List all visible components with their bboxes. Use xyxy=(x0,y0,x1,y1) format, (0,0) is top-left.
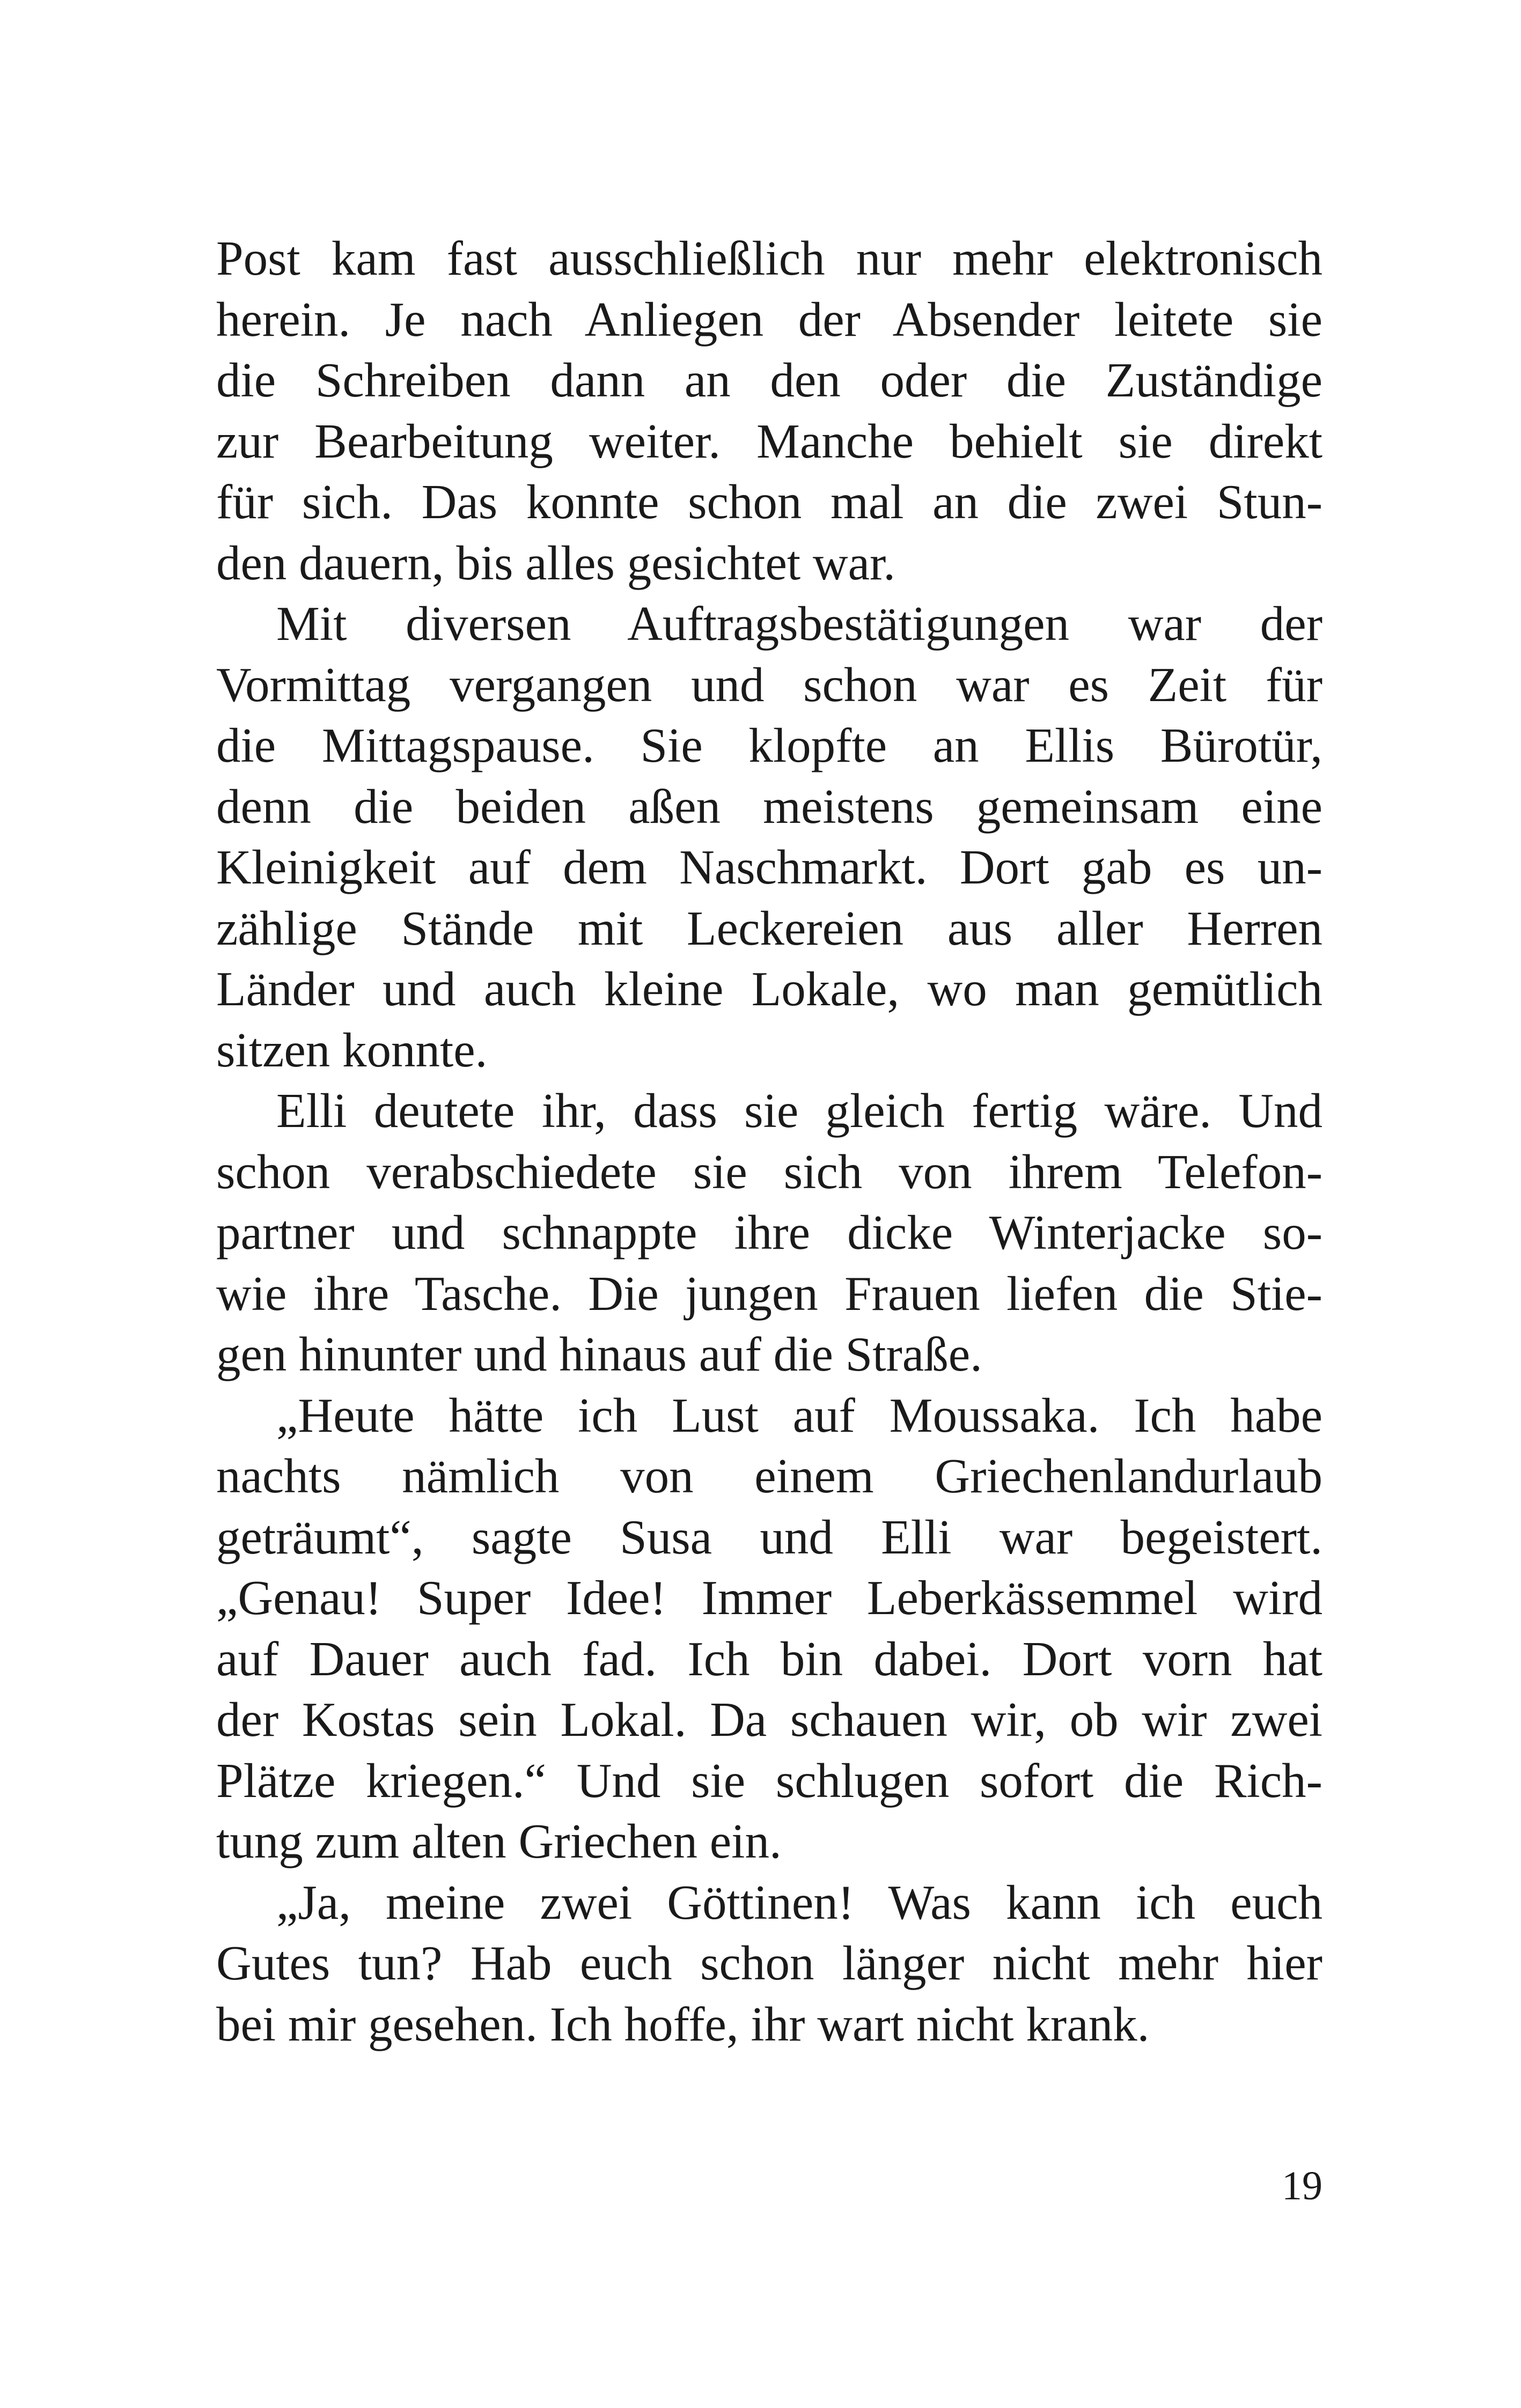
text-line: sitzen konnte. xyxy=(216,1022,488,1077)
text-line: Elli deutete ihr, dass sie gleich fertig wäre. Und xyxy=(276,1084,1322,1138)
text-line: gen hinunter und hinaus auf die Straße. xyxy=(216,1327,982,1381)
text-line: Post kam fast ausschließlich nur mehr elektronisch xyxy=(216,231,1322,285)
text-line: denn die beiden aßen meistens gemeinsam eine xyxy=(216,779,1322,834)
body-text xyxy=(216,228,1322,2054)
text-line: geträumt“, sagte Susa und Elli war begeistert. xyxy=(216,1509,1322,1564)
text-line: zählige Stände mit Leckereien aus aller Herren xyxy=(216,901,1322,955)
text-line: Gutes tun? Hab euch schon länger nicht mehr hier xyxy=(216,1936,1322,1990)
text-line: „Ja, meine zwei Göttinen! Was kann ich euch xyxy=(276,1875,1322,1930)
text-line: Kleinigkeit auf dem Naschmarkt. Dort gab es un- xyxy=(216,840,1322,894)
text-line: Vormittag vergangen und schon war es Zeit für xyxy=(216,657,1322,712)
text-line: die Schreiben dann an den oder die Zuständige xyxy=(216,353,1322,407)
text-line: partner und schnappte ihre dicke Winterjacke so- xyxy=(216,1205,1322,1260)
text-line: zur Bearbeitung weiter. Manche behielt sie direkt xyxy=(216,414,1322,468)
text-line: die Mittagspause. Sie klopfte an Ellis Bürotür, xyxy=(216,718,1322,772)
text-line: wie ihre Tasche. Die jungen Frauen liefen die Stie- xyxy=(216,1266,1322,1321)
text-line: schon verabschiedete sie sich von ihrem Telefon- xyxy=(216,1144,1322,1199)
page-number: 19 xyxy=(1282,2163,1322,2208)
text-line: für sich. Das konnte schon mal an die zwei Stun- xyxy=(216,475,1322,529)
text-line: herein. Je nach Anliegen der Absender leitete sie xyxy=(216,292,1322,347)
text-line: Plätze kriegen.“ Und sie schlugen sofort die Rich- xyxy=(216,1753,1322,1808)
text-line: „Heute hätte ich Lust auf Moussaka. Ich habe xyxy=(276,1388,1322,1442)
text-line: nachts nämlich von einem Griechenlandurlaub xyxy=(216,1449,1322,1503)
text-line: „Genau! Super Idee! Immer Leberkässemmel wird xyxy=(216,1571,1322,1625)
text-line: tung zum alten Griechen ein. xyxy=(216,1814,782,1868)
text-line: Mit diversen Auftragsbestätigungen war der xyxy=(276,597,1322,651)
text-line: der Kostas sein Lokal. Da schauen wir, ob wir zwei xyxy=(216,1692,1322,1747)
text-line: bei mir gesehen. Ich hoffe, ihr wart nicht krank. xyxy=(216,1997,1150,2051)
text-line: auf Dauer auch fad. Ich bin dabei. Dort vorn hat xyxy=(216,1631,1322,1686)
text-line: den dauern, bis alles gesichtet war. xyxy=(216,535,896,590)
text-line: Länder und auch kleine Lokale, wo man gemütlich xyxy=(216,962,1322,1016)
